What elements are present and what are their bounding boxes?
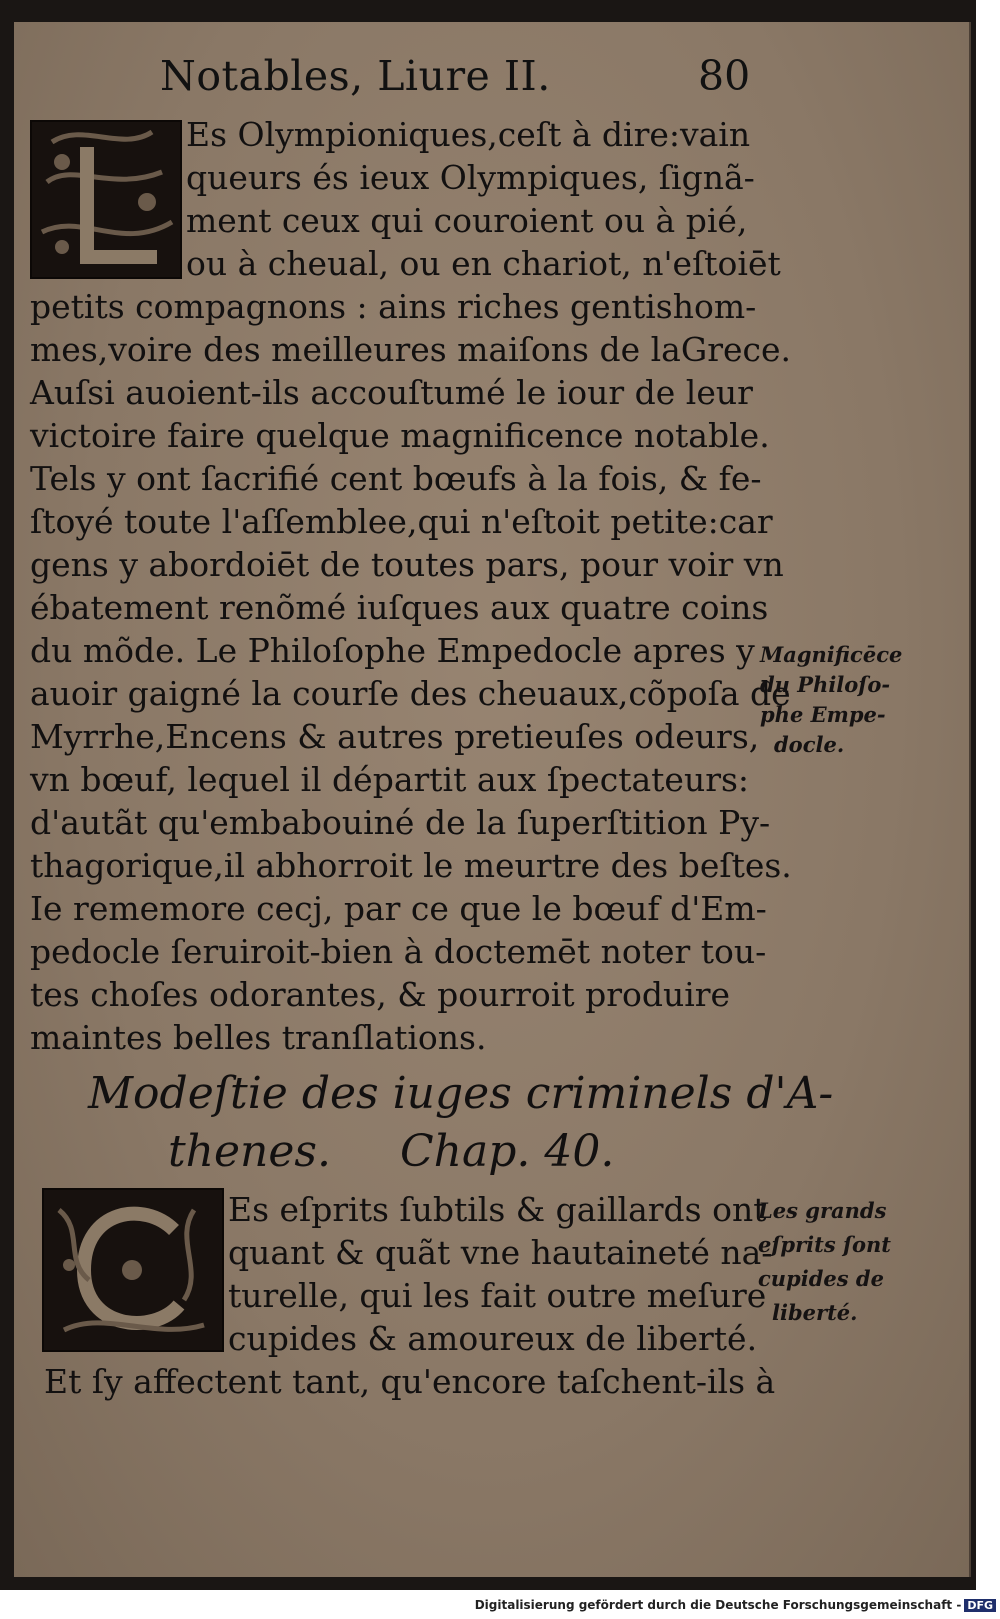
- text-line: turelle, qui les fait outre meſure: [228, 1276, 767, 1315]
- text-line: cupides & amoureux de liberté.: [228, 1319, 758, 1358]
- text-line: quant & quãt vne hautaineté na-: [228, 1233, 773, 1272]
- digitization-credit: [475, 1598, 996, 1612]
- running-title: Notables, Liure II.: [160, 52, 551, 100]
- credit-text: Digitalisierung gefördert durch die Deutsche Forschungsgemeinschaft -: [474, 1598, 962, 1612]
- margin-note-line: du Philoſo-: [760, 672, 891, 697]
- margin-note-line: Magnificēce: [760, 642, 903, 667]
- chapter-number: Chap. 40.: [400, 1126, 615, 1177]
- ornamental-initial-L-icon: [30, 120, 182, 279]
- text-line: Es eſprits ſubtils & gaillards ont: [228, 1190, 767, 1229]
- text-line: queurs és ieux Olympiques, ſignã-: [186, 158, 755, 197]
- text-line: auoir gaigné la courſe des cheuaux,cõpoſa de: [30, 674, 791, 713]
- text-line: thagorique,il abhorroit le meurtre des beſtes.: [30, 846, 792, 885]
- text-line: petits compagnons : ains riches gentishom-: [30, 287, 757, 326]
- margin-note-line: liberté.: [772, 1300, 858, 1325]
- margin-note-line: Les grands: [758, 1198, 887, 1223]
- chapter-title-line-2: thenes.: [168, 1126, 332, 1177]
- text-line: du mõde. Le Philoſophe Empedocle apres y: [30, 631, 755, 670]
- margin-note-line: cupides de: [758, 1266, 884, 1291]
- text-line: ou à cheual, ou en chariot, n'eſtoiēt: [186, 244, 781, 283]
- margin-note-line: phe Empe-: [760, 702, 886, 727]
- text-line: victoire faire quelque magnificence notable.: [30, 416, 770, 455]
- text-line: Es Olympioniques,ceſt à dire:vain: [186, 115, 751, 154]
- text-line: maintes belles tranſlations.: [30, 1018, 487, 1057]
- text-line: tes choſes odorantes, & pourroit produire: [30, 975, 731, 1014]
- text-line: gens y abordoiēt de toutes pars, pour voir vn: [30, 545, 784, 584]
- text-line: ébatement renõmé iuſques aux quatre coins: [30, 588, 769, 627]
- margin-note-line: docle.: [774, 732, 845, 757]
- text-line: Tels y ont ſacrifié cent bœufs à la fois, & fe-: [30, 459, 762, 498]
- text-line: pedocle ſeruiroit-bien à doctemēt noter tou-: [30, 932, 767, 971]
- text-line: d'autãt qu'embabouiné de la ſuperſtition Py-: [30, 803, 771, 842]
- text-line: Myrrhe,Encens & autres pretieuſes odeurs,: [30, 717, 760, 756]
- text-line: vn bœuf, lequel il départit aux ſpectateurs:: [30, 760, 750, 799]
- text-line: Ie rememore cecj, par ce que le bœuf d'Em-: [30, 889, 767, 928]
- margin-note-line: eſprits ſont: [758, 1232, 891, 1257]
- text-line: ſtoyé toute l'aſſemblee,qui n'eſtoit petite:car: [30, 502, 773, 541]
- folio-number: 80: [698, 52, 751, 100]
- text-line: Auſsi auoient-ils accouſtumé le iour de leur: [30, 373, 753, 412]
- dfg-logo-badge: DFG: [964, 1599, 996, 1612]
- ornamental-initial-C-icon: [42, 1188, 224, 1352]
- text-line: Et ſy affectent tant, qu'encore taſchent-ils à: [44, 1362, 776, 1401]
- text-line: mes,voire des meilleures maiſons de laGrece.: [30, 330, 791, 369]
- chapter-title-line-1: Modeſtie des iuges criminels d'A-: [88, 1068, 834, 1119]
- text-line: ment ceux qui couroient ou à pié,: [186, 201, 748, 240]
